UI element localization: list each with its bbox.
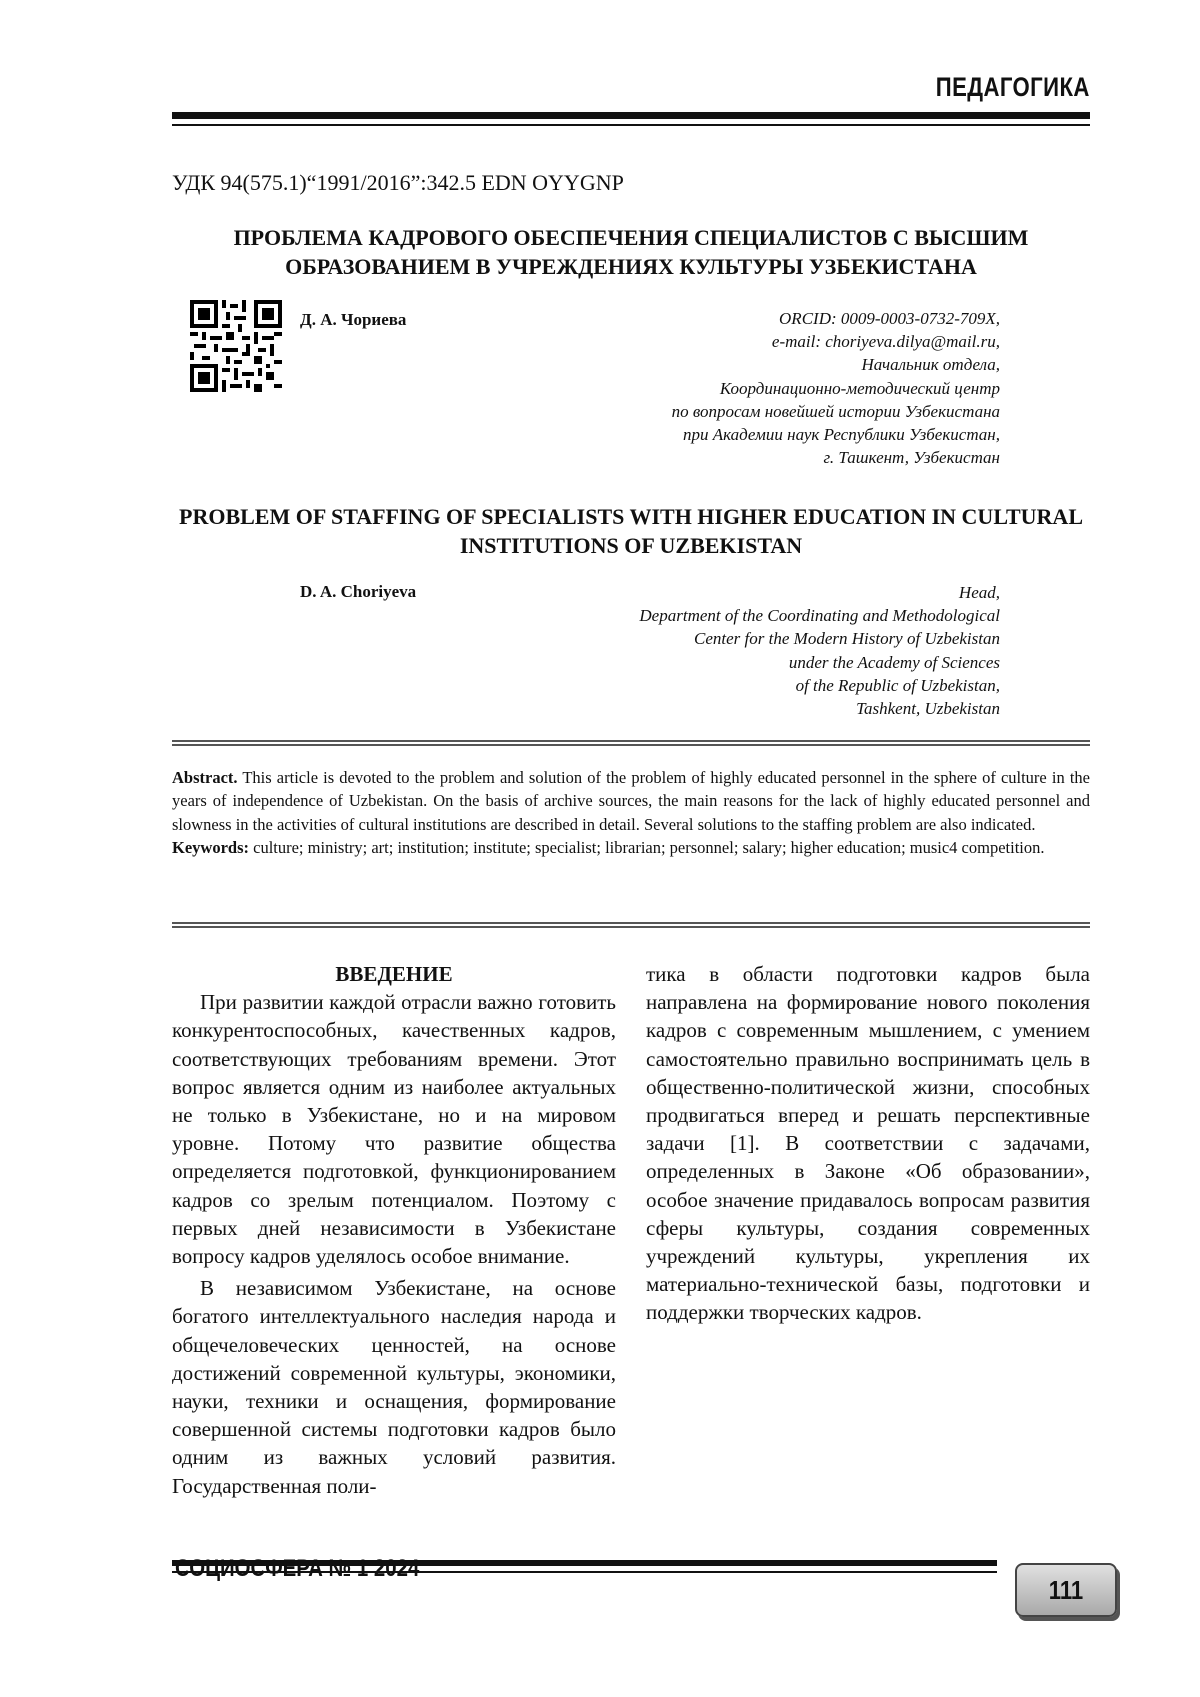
article-title-en: PROBLEM OF STAFFING OF SPECIALISTS WITH HIGHER EDUCATION IN CULTURAL INSTITUTIONS OF UZBEKISTAN: [179, 504, 1083, 558]
abstract-block: [172, 766, 1090, 860]
body-column-right: [646, 960, 1090, 1327]
journal-name: СОЦИОСФЕРА № 1 2024: [175, 1555, 420, 1582]
header-rule-thick: [172, 112, 1090, 119]
abstract-rule-bottom: [172, 922, 1090, 928]
page-number: 111: [1048, 1575, 1084, 1605]
article-title-ru: ПРОБЛЕМА КАДРОВОГО ОБЕСПЕЧЕНИЯ СПЕЦИАЛИСТОВ С ВЫСШИМ ОБРАЗОВАНИЕМ В УЧРЕЖДЕНИЯХ КУЛЬТУРЫ УЗБЕКИСТАНА: [233, 225, 1029, 279]
keywords-paragraph: Keywords: culture; ministry; art; institution; institute; specialist; librarian; personnel; salary; higher education; music4 competition.: [172, 838, 1045, 858]
body-paragraph: тика в области подготовки кадров была направлена на формирование нового поколения кадров с современным мышлением, с умением самостоятельно правильно воспринимать цель в общественно-политической жизни, способных продвигаться вперед и решать перспективные задачи [1]. В соответствии с задачами, определенных в Законе «Об образовании», особое значение придавалось вопросам развития сферы культуры, создания современных учреждений культуры, укрепления их материально-технической базы, подготовки и поддержки творческих кадров.: [646, 962, 1090, 1325]
author-name-ru: Д. А. Чориева: [300, 310, 407, 329]
body-column-left: [172, 960, 616, 1500]
author-affiliation-en: Head, Department of the Coordinating and Methodological Center for the Modern History of Uzbekistan under the Academy of Sciences of the Republic of Uzbekistan, Tashkent, Uzbekistan: [639, 583, 1000, 719]
author-name-en: D. A. Choriyeva: [300, 582, 417, 601]
body-paragraph: При развитии каждой отрасли важно готовить конкурентоспособных, качественных кадров, соответствующих требованиям времени. Этот вопрос является одним из наиболее актуальных не только в Узбекистане, но и на мировом уровне. Потому что развитие общества определяется подготовкой, функционированием кадров со зрелым потенциалом. Поэтому с первых дней независимости в Узбекистане вопросу кадров уделялось особое внимание.: [172, 990, 616, 1269]
qr-code-icon: [190, 300, 282, 392]
header-rule-thin: [172, 124, 1090, 126]
abstract-paragraph: Abstract. This article is devoted to the problem and solution of the problem of highly educated personnel in the sphere of culture in the years of independence of Uzbekistan. On the basis of archive sources, the main reasons for the lack of highly educated personnel and slowness in the activities of cultural institutions are described in detail. Several solutions to the staffing problem are also indicated.: [172, 768, 1090, 834]
udc-line: УДК 94(575.1)“1991/2016”:342.5 EDN OYYGNP: [172, 170, 624, 195]
page-number-badge: [1015, 1563, 1117, 1617]
section-label: ПЕДАГОГИКА: [936, 72, 1090, 102]
body-paragraph: В независимом Узбекистане, на основе богатого интеллектуального наследия народа и общечеловеческих ценностей, на основе достижений современной культуры, экономики, науки, техники и оснащения, формирование совершенной системы подготовки кадров было одним из важных условий развития. Государственная поли-: [172, 1276, 616, 1498]
author-affiliation-ru: ORCID: 0009-0003-0732-709X, e-mail: choriyeva.dilya@mail.ru, Начальник отдела, Координационно-методический центр по вопросам новейшей истории Узбекистана при Академии наук Республики Узбекистан, г. Ташкент, Узбекистан: [671, 309, 1000, 468]
section-heading: ВВЕДЕНИЕ: [335, 962, 453, 986]
abstract-rule-top: [172, 740, 1090, 746]
